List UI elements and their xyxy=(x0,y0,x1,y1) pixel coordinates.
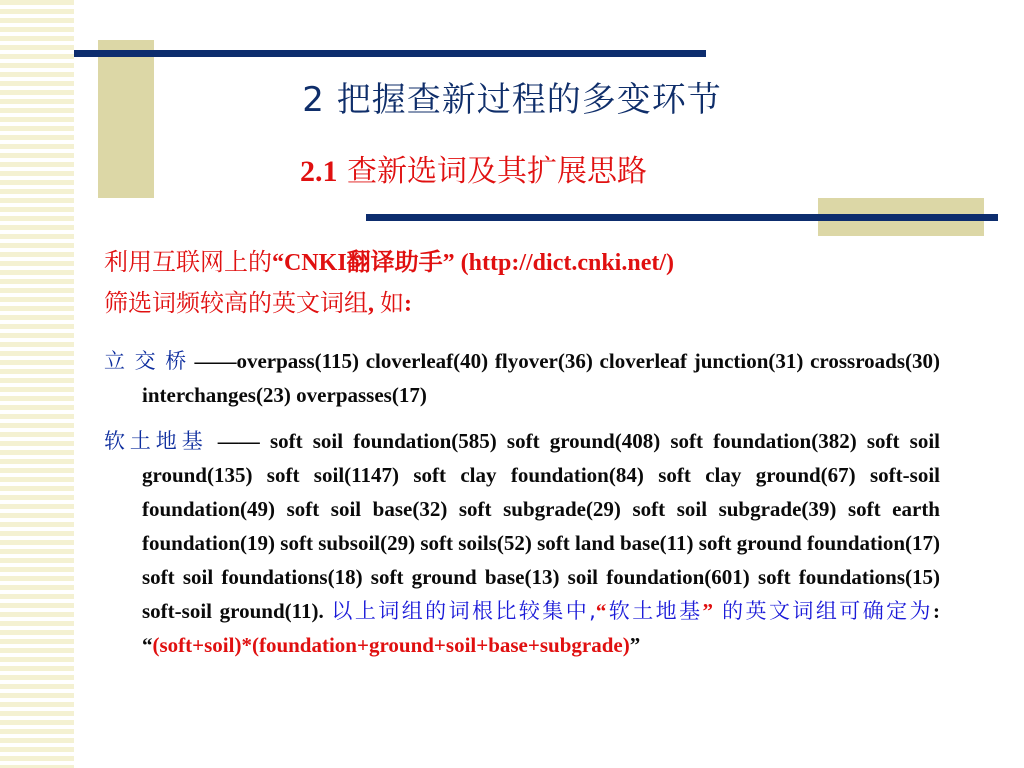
search-formula: (soft+soil)*(foundation+ground+soil+base+subgrade) xyxy=(152,633,630,657)
tool-url: (http://dict.cnki.net/) xyxy=(454,250,674,276)
subtitle-text: 查新选词及其扩展思路 xyxy=(337,154,648,189)
page-title: 2 把握查新过程的多变环节 xyxy=(302,80,722,120)
intro-ru: 如 xyxy=(380,289,404,317)
interchange-phrases: overpass(115) cloverleaf(40) flyover(36) cloverleaf junction(31) crossroads(30) interchanges(23) overpasses(17) xyxy=(142,349,940,407)
formula-quote-close: ” xyxy=(629,633,641,657)
note-quote-close: ” xyxy=(702,599,713,623)
subtitle-number: 2.1 xyxy=(300,155,338,188)
top-rule xyxy=(74,50,706,57)
softsoil-paragraph xyxy=(104,424,940,662)
note-term: 软土地基 xyxy=(606,599,703,623)
intro-text: 利用互联网上的 xyxy=(104,248,272,276)
tool-name: CNKI xyxy=(284,250,347,276)
note-colon: : xyxy=(932,599,940,623)
softsoil-note: 以上词组的词根比较集中, xyxy=(331,599,596,623)
interchange-paragraph xyxy=(104,344,940,412)
intro-line2: 筛选词频较高的英文词组 xyxy=(104,289,368,317)
intro-quote-open: “ xyxy=(272,250,284,276)
interchange-dash: —— xyxy=(187,349,237,373)
intro-colon: : xyxy=(404,291,412,317)
intro-quote-close: ” xyxy=(442,250,455,276)
note-quote-open: “ xyxy=(595,599,607,623)
softsoil-term: 软土地基 xyxy=(104,429,208,453)
bottom-rule xyxy=(366,214,998,221)
formula-quote-open: “ xyxy=(142,633,153,657)
interchange-term: 立 交 桥 xyxy=(104,349,188,373)
intro-paragraph xyxy=(104,242,954,324)
softsoil-dash: —— xyxy=(207,429,270,453)
note-tail: 的英文词组可确定为 xyxy=(713,599,933,623)
tool-name-cjk: 翻译助手 xyxy=(346,248,443,276)
intro-comma: , xyxy=(368,291,380,317)
page-subtitle xyxy=(300,146,647,190)
softsoil-phrases: soft soil foundation(585) soft ground(408) soft foundation(382) soft soil ground(135) soft soil(1147) soft clay foundation(84) soft clay ground(67) soft-soil foundation(49) soft soil base(32) soft subgrade(29) soft soil subgrade(39) soft earth foundation(19) soft subsoil(29) soft soils(52) soft land base(11) soft ground foundation(17) soft soil foundations(18) soft ground base(13) soil foundation(601) soft foundations(15) soft-soil ground(11). xyxy=(142,429,941,623)
